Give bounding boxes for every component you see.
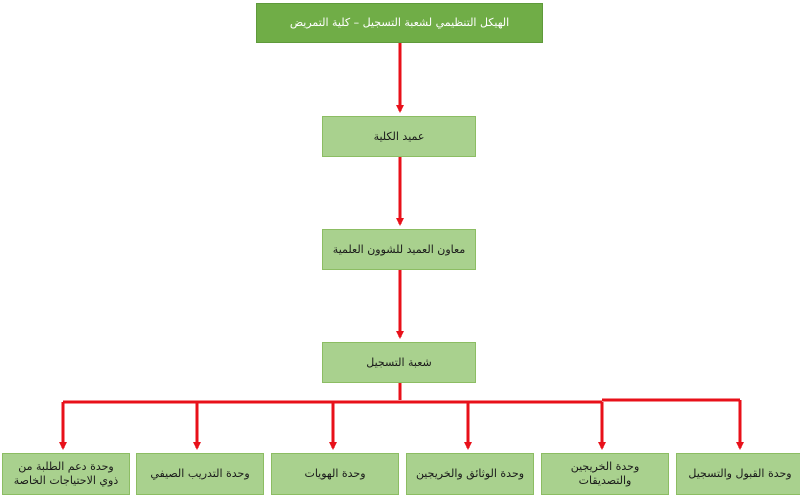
unit-label-ids: وحدة الهويات: [304, 467, 366, 480]
unit-box-graduates-certifications: [541, 453, 669, 495]
diagram-title: الهيكل التنظيمي لشعبة التسجيل – كلية التمريض: [289, 16, 510, 29]
unit-label-special-needs-support: وحدة دعم الطلبة من ذوي الاحتياجات الخاصة: [13, 460, 119, 487]
unit-box-documents-graduates: [406, 453, 534, 495]
vice-dean-box: [322, 229, 476, 270]
registration-box: [322, 342, 476, 383]
unit-label-graduates-certifications: وحدة الخريجين والتصديقات: [570, 460, 640, 487]
unit-label-documents-graduates: وحدة الوثائق والخريجين: [415, 467, 525, 480]
unit-label-admission: وحدة القبول والتسجيل: [688, 467, 792, 480]
unit-label-summer-training: وحدة التدريب الصيفي: [150, 467, 250, 480]
registration-label: شعبة التسجيل: [366, 355, 432, 369]
dean-label: عميد الكلية: [373, 129, 425, 143]
dean-box: [322, 116, 476, 157]
vice-dean-label: معاون العميد للشوون العلمية: [332, 242, 466, 256]
unit-box-admission: [676, 453, 800, 495]
unit-box-special-needs-support: [2, 453, 130, 495]
diagram-title-box: [256, 3, 543, 43]
unit-box-summer-training: [136, 453, 264, 495]
unit-box-ids: [271, 453, 399, 495]
